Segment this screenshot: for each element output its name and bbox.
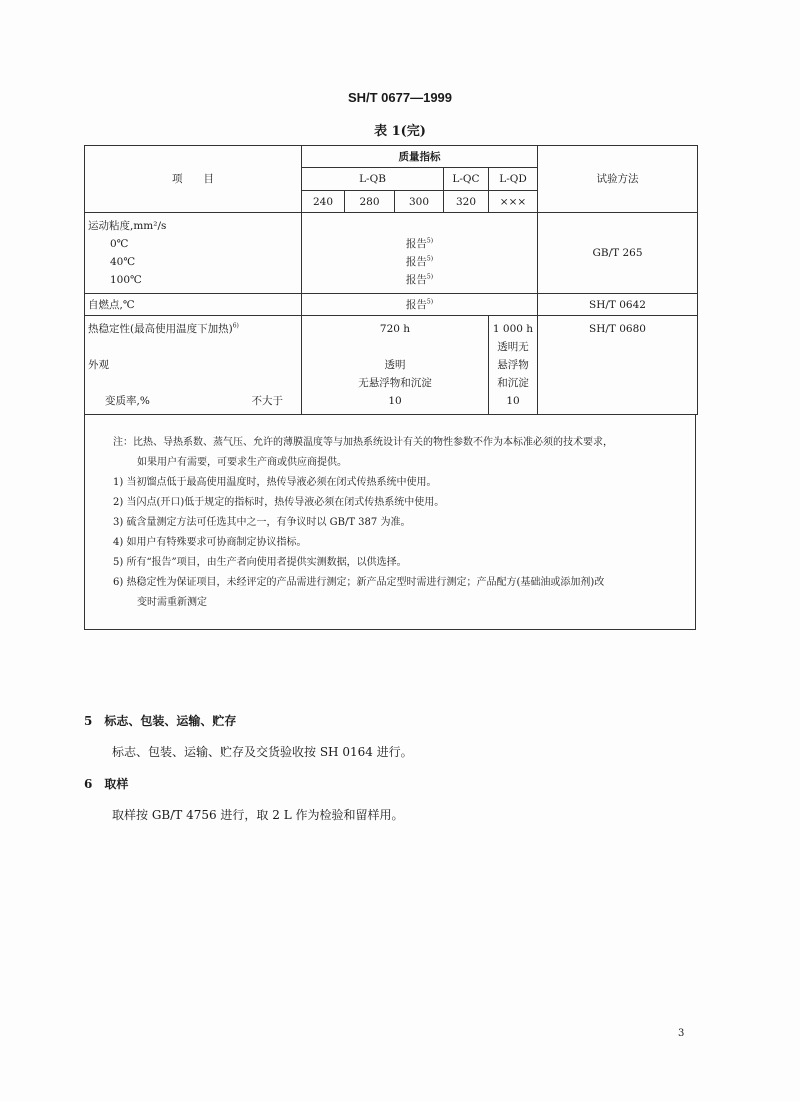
value: 报告: [405, 298, 427, 311]
sub-label: 40℃: [110, 256, 136, 268]
grade-qd: L-QD: [489, 168, 538, 191]
footnote-ref: 6): [232, 322, 239, 330]
note: 5) 所有“报告”项目，由生产者向使用者提供实测数据，以供选择。: [113, 557, 407, 568]
header-method: 试验方法: [538, 146, 698, 213]
note: 3) 硫含量测定方法可任选其中之一，有争议时以 GB/T 387 为准。: [113, 517, 411, 528]
value: 720 h: [379, 323, 411, 335]
method: SH/T 0642: [538, 294, 698, 316]
footnote-ref: 5): [426, 298, 434, 305]
note: 6) 热稳定性为保证项目，未经评定的产品需进行测定；新产品定型时需进行测定；产品配方(基础油或添加剂)改: [113, 577, 605, 588]
row-label: 热稳定性(最高使用温度下加热): [88, 323, 233, 335]
note: 1) 当初馏点低于最高使用温度时，热传导液必须在闭式传热系统中使用。: [113, 477, 437, 488]
method: SH/T 0680: [589, 323, 646, 335]
value: 1 000 h: [492, 323, 534, 335]
footnote-ref: 5): [426, 237, 434, 245]
temp: 320: [444, 191, 489, 213]
temp: ×××: [489, 191, 538, 213]
temp: 300: [395, 191, 444, 213]
footnote-ref: 5): [426, 273, 434, 281]
value: 报告: [405, 256, 427, 268]
temp: 280: [345, 191, 395, 213]
limit-label: 不大于: [251, 395, 283, 407]
section-title: 标志、包装、运输、贮存: [104, 714, 237, 728]
sub-label: 外观: [88, 359, 109, 371]
note: 4) 如用户有特殊要求可协商制定协议指标。: [113, 537, 307, 548]
table-row: [85, 294, 698, 316]
value: 悬浮物: [497, 359, 529, 371]
value: 和沉淀: [497, 377, 529, 389]
note: 变时需重新测定: [137, 597, 207, 608]
section-number: 5: [84, 714, 93, 728]
note: 如果用户有需要，可要求生产商或供应商提供。: [137, 457, 347, 468]
page-number: 3: [678, 1028, 685, 1039]
method: GB/T 265: [538, 213, 698, 294]
spec-table: [84, 145, 698, 415]
table-caption: 表 1(完): [374, 124, 426, 139]
header-item: 项 目: [85, 146, 302, 213]
value: 透明: [384, 359, 406, 371]
section-number: 6: [84, 777, 93, 791]
note: 注：比热、导热系数、蒸气压、允许的薄膜温度等与加热系统设计有关的物性参数不作为本标准必须的技术要求，: [113, 437, 613, 448]
row-label: 运动粘度,mm²/s: [88, 220, 167, 232]
grade-qb: L-QB: [302, 168, 444, 191]
value: 报告: [405, 274, 427, 286]
table-notes: [84, 415, 696, 630]
section-5-heading: [84, 713, 236, 729]
section-title: 取样: [104, 777, 129, 791]
sub-label: 变质率,%: [105, 395, 150, 407]
table-row: [85, 213, 698, 294]
sub-label: 100℃: [110, 274, 142, 286]
value: 无悬浮物和沉淀: [358, 377, 432, 389]
section-6-body: 取样按 GB/T 4756 进行，取 2 L 作为检验和留样用。: [112, 808, 404, 822]
table-row: [85, 316, 698, 415]
value: 透明无: [497, 341, 529, 353]
value: 报告: [405, 238, 427, 250]
value: 10: [506, 395, 520, 407]
value: 10: [388, 395, 402, 407]
note: 2) 当闪点(开口)低于规定的指标时，热传导液必须在闭式传热系统中使用。: [113, 497, 445, 508]
row-label: 自燃点,℃: [85, 294, 302, 316]
header-quality: 质量指标: [302, 146, 538, 168]
sub-label: 0℃: [110, 238, 129, 250]
footnote-ref: 5): [426, 255, 434, 263]
standard-header: SH/T 0677—1999: [347, 90, 453, 105]
section-5-body: 标志、包装、运输、贮存及交货验收按 SH 0164 进行。: [112, 745, 413, 759]
section-6-heading: [84, 776, 128, 792]
grade-qc: L-QC: [444, 168, 489, 191]
temp: 240: [302, 191, 345, 213]
